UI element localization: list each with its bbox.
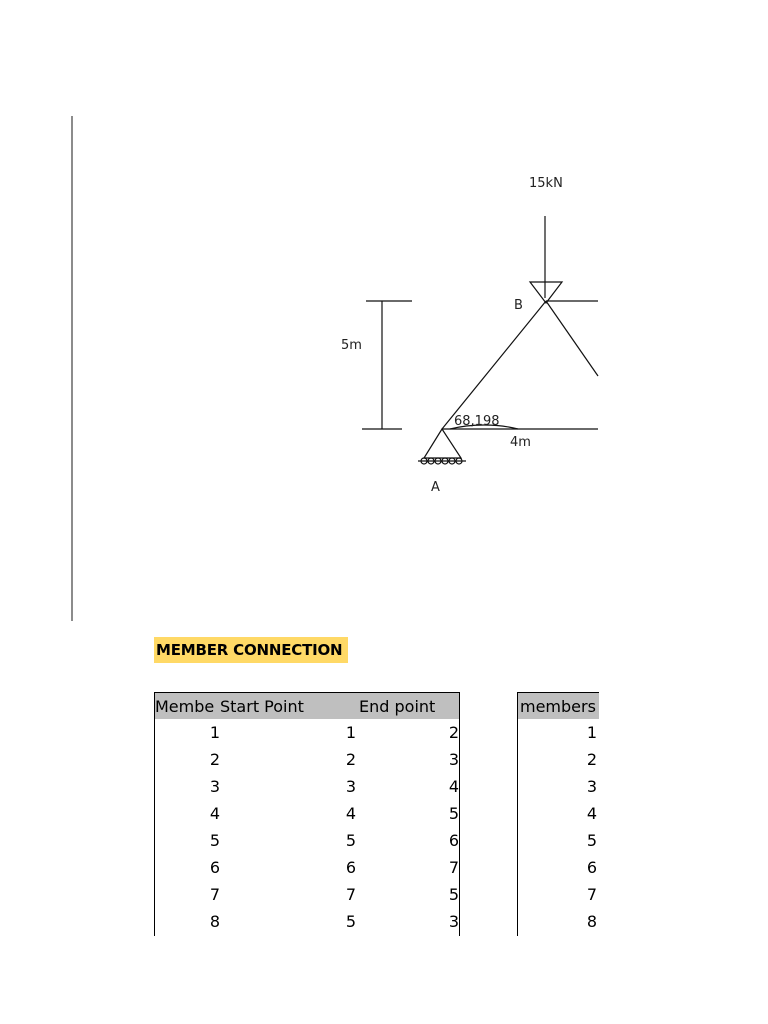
member-cell: 5 <box>209 831 221 850</box>
member-cell: 4 <box>209 804 221 823</box>
angle-label: 68,198 <box>454 414 500 429</box>
height-dimension-label: 5m <box>341 338 362 353</box>
member-cell: 2 <box>586 750 597 769</box>
span-dimension-label: 4m <box>510 435 531 450</box>
load-arrow-head <box>530 282 562 303</box>
column-header-member: Membe <box>155 697 215 716</box>
member-cell: 3 <box>209 777 221 796</box>
table-row <box>155 800 459 827</box>
column-header-end-point: End point <box>359 697 436 716</box>
member-ab <box>442 301 546 429</box>
table-row <box>518 881 599 908</box>
member-cell: 8 <box>209 912 221 931</box>
member-cell: 5 <box>586 831 597 850</box>
members-table <box>517 692 599 936</box>
member-cell: 1 <box>586 723 597 742</box>
start-point-cell: 2 <box>345 750 357 769</box>
table-row <box>518 746 599 773</box>
load-label: 15kN <box>529 176 563 191</box>
table-row <box>155 908 459 935</box>
member-b-right <box>546 301 598 376</box>
table-row <box>518 854 599 881</box>
end-point-cell: 2 <box>448 723 459 742</box>
table-row <box>518 827 599 854</box>
table-row <box>518 719 599 746</box>
start-point-cell: 6 <box>345 858 357 877</box>
start-point-cell: 4 <box>345 804 357 823</box>
start-point-cell: 5 <box>345 912 357 931</box>
start-point-cell: 1 <box>345 723 357 742</box>
section-title: MEMBER CONNECTION <box>154 637 348 663</box>
start-point-cell: 7 <box>345 885 357 904</box>
end-point-cell: 5 <box>448 804 459 823</box>
table-row <box>518 800 599 827</box>
column-header-start-point: Start Point <box>220 697 304 716</box>
table-row <box>155 881 459 908</box>
member-cell: 8 <box>586 912 597 931</box>
table-header-row <box>155 693 459 719</box>
start-point-cell: 5 <box>345 831 357 850</box>
table-row <box>518 773 599 800</box>
support-a-triangle <box>424 429 461 458</box>
end-point-cell: 3 <box>448 912 459 931</box>
table-row <box>155 719 459 746</box>
table-row <box>155 854 459 881</box>
node-b-label: B <box>514 298 523 313</box>
start-point-cell: 3 <box>345 777 357 796</box>
table-row <box>518 908 599 935</box>
member-cell: 3 <box>586 777 597 796</box>
column-header-members: members <box>520 697 596 716</box>
member-cell: 2 <box>209 750 221 769</box>
end-point-cell: 3 <box>448 750 459 769</box>
table-row <box>155 746 459 773</box>
member-cell: 7 <box>586 885 597 904</box>
table-row <box>155 773 459 800</box>
end-point-cell: 6 <box>448 831 459 850</box>
member-cell: 6 <box>209 858 221 877</box>
member-cell: 7 <box>209 885 221 904</box>
end-point-cell: 7 <box>448 858 459 877</box>
member-cell: 1 <box>209 723 221 742</box>
member-cell: 6 <box>586 858 597 877</box>
end-point-cell: 4 <box>448 777 459 796</box>
member-cell: 4 <box>586 804 597 823</box>
member-connection-table <box>154 692 460 936</box>
table-header-row <box>518 693 599 719</box>
node-a-label: A <box>431 480 440 495</box>
end-point-cell: 5 <box>448 885 459 904</box>
table-row <box>155 827 459 854</box>
